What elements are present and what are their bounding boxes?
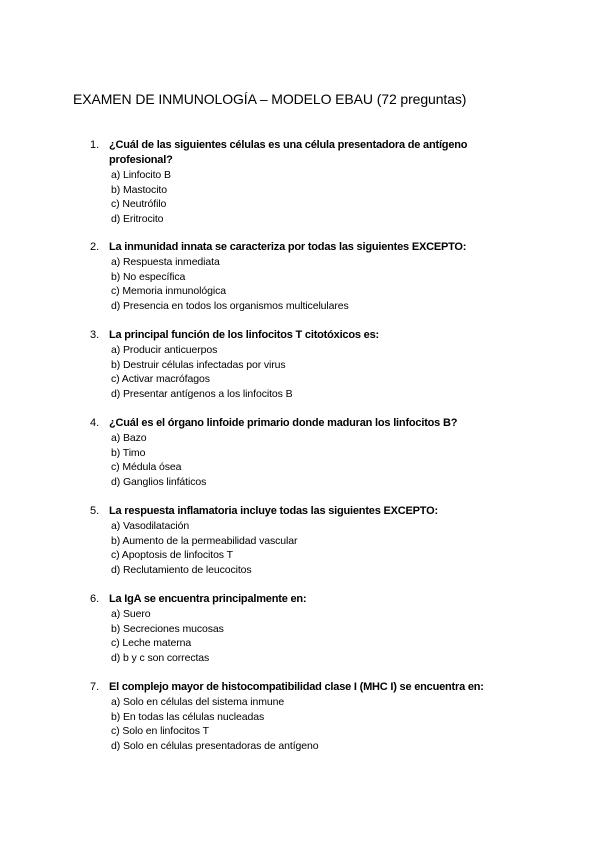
question-7 — [0, 680, 600, 754]
question-number: 7. — [90, 681, 100, 693]
option-a: a) Bazo — [111, 432, 147, 444]
option-c: c) Médula ósea — [111, 461, 182, 474]
option-b: b) En todas las células nucleadas — [111, 710, 265, 723]
option-b: b) Timo — [111, 446, 146, 459]
option-b: b) Destruir células infectadas por virus — [111, 358, 286, 371]
question-5 — [0, 504, 600, 578]
option-list — [0, 168, 600, 227]
option-d: d) Presencia en todos los organismos multicelulares — [111, 300, 349, 313]
option-a: a) Vasodilatación — [111, 520, 190, 532]
option-c: c) Memoria inmunológica — [111, 285, 226, 298]
option-c: c) Leche materna — [111, 637, 192, 650]
question-number: 2. — [90, 241, 100, 253]
option-b: b) Secreciones mucosas — [111, 622, 224, 635]
question-number: 5. — [90, 505, 100, 517]
question-text: El complejo mayor de histocompatibilidad clase I (MHC I) se encuentra en: — [109, 681, 484, 693]
question-text: La respuesta inflamatoria incluye todas las siguientes EXCEPTO: — [109, 505, 438, 517]
question-6 — [0, 592, 600, 666]
question-text: ¿Cuál es el órgano linfoide primario donde maduran los linfocitos B? — [109, 417, 458, 429]
option-b: b) Mastocito — [111, 183, 167, 196]
option-list — [0, 607, 600, 666]
option-c: c) Neutrófilo — [111, 198, 167, 211]
option-a: a) Solo en células del sistema inmune — [111, 696, 285, 708]
question-text: ¿Cuál de las siguientes células es una célula presentadora de antígeno profesional? — [109, 139, 468, 166]
question-text: La inmunidad innata se caracteriza por todas las siguientes EXCEPTO: — [109, 241, 467, 253]
question-text: La principal función de los linfocitos T citotóxicos es: — [109, 329, 379, 341]
option-c: c) Apoptosis de linfocitos T — [111, 549, 233, 562]
option-d: d) Eritrocito — [111, 213, 164, 226]
question-number: 3. — [90, 329, 100, 341]
option-list — [0, 255, 600, 314]
question-1 — [0, 138, 600, 227]
question-number: 4. — [90, 417, 100, 429]
question-number: 1. — [90, 139, 100, 151]
option-d: d) Presentar antígenos a los linfocitos B — [111, 388, 293, 401]
question-number: 6. — [90, 593, 100, 605]
option-list — [0, 519, 600, 578]
option-list — [0, 695, 600, 754]
option-c: c) Activar macrófagos — [111, 373, 210, 386]
option-a: a) Suero — [111, 608, 151, 620]
question-2 — [0, 240, 600, 314]
option-c: c) Solo en linfocitos T — [111, 725, 209, 738]
question-text: La IgA se encuentra principalmente en: — [109, 593, 307, 605]
option-list — [0, 431, 600, 490]
option-d: d) Reclutamiento de leucocitos — [111, 564, 252, 577]
option-d: d) Solo en células presentadoras de antígeno — [111, 740, 319, 753]
page-title: EXAMEN DE INMUNOLOGÍA – MODELO EBAU (72 preguntas) — [73, 91, 467, 107]
option-b: b) Aumento de la permeabilidad vascular — [111, 534, 298, 547]
question-4 — [0, 416, 600, 490]
option-d: d) b y c son correctas — [111, 652, 210, 665]
option-a: a) Producir anticuerpos — [111, 344, 218, 356]
option-d: d) Ganglios linfáticos — [111, 476, 207, 489]
question-3 — [0, 328, 600, 402]
option-b: b) No específica — [111, 270, 186, 283]
option-a: a) Respuesta inmediata — [111, 256, 220, 268]
option-a: a) Linfocito B — [111, 169, 171, 181]
option-list — [0, 343, 600, 402]
